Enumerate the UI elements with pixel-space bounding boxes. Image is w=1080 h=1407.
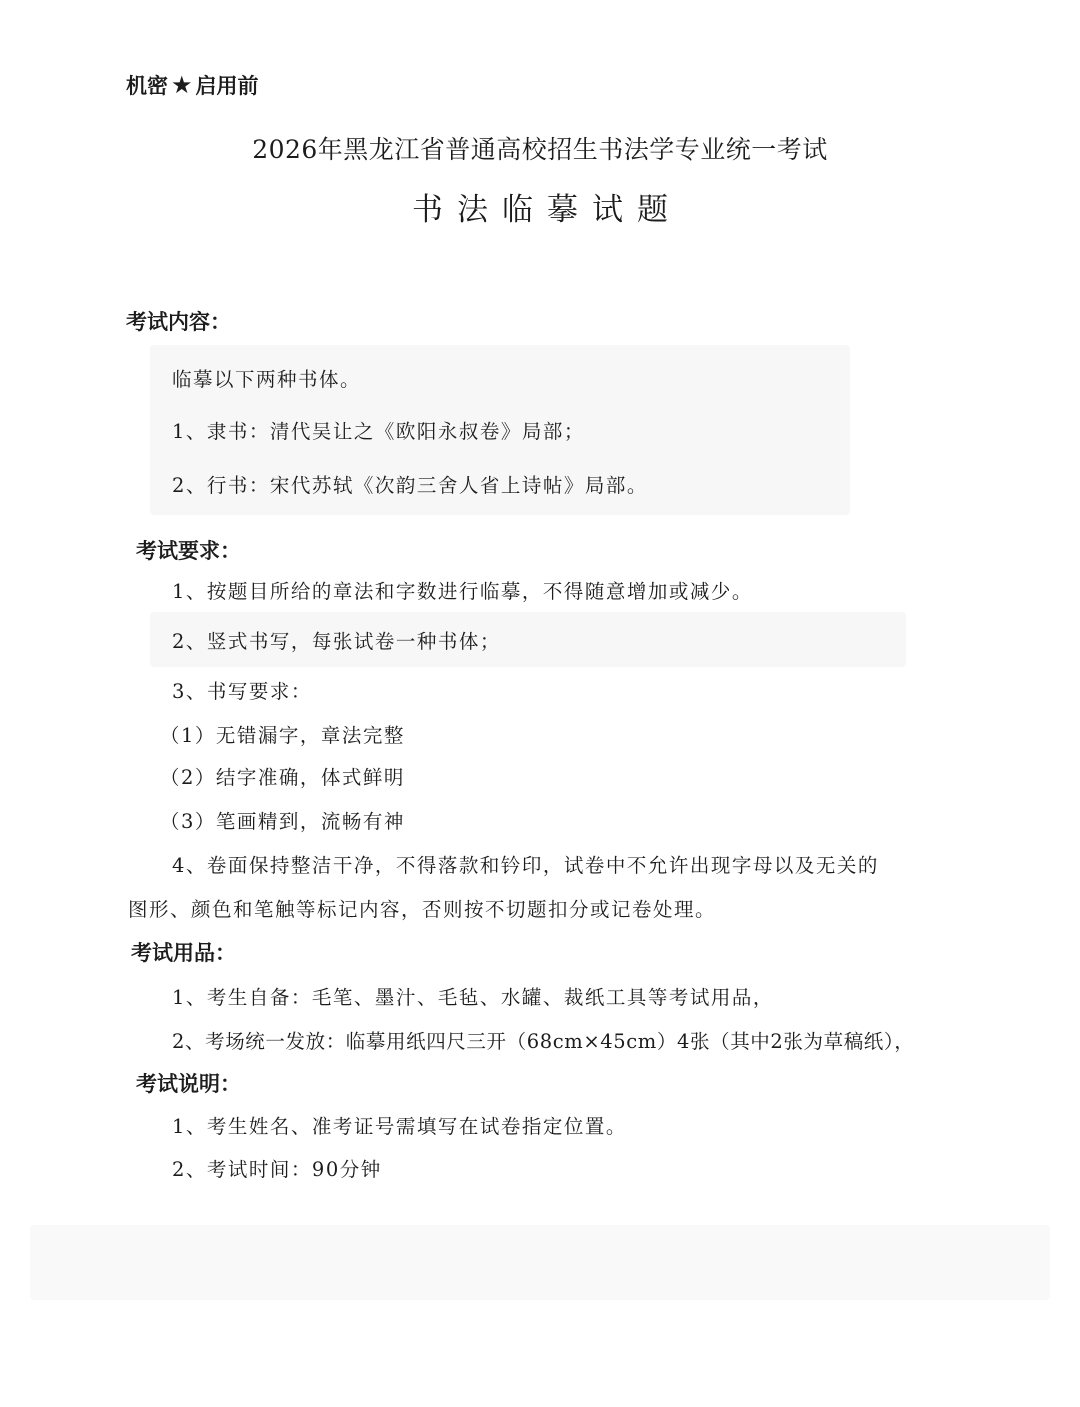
requirement-subitem: （2）结字准确，体式鲜明 — [160, 766, 405, 789]
content-item: 2、行书：宋代苏轼《次韵三舍人省上诗帖》局部。 — [172, 474, 648, 497]
document-title: 2026年黑龙江省普通高校招生书法学专业统一考试 — [252, 135, 828, 164]
document-subtitle: 书法临摹试题 — [412, 192, 682, 228]
notes-item: 1、考生姓名、准考证号需填写在试卷指定位置。 — [172, 1115, 627, 1138]
requirement-subitem: （1）无错漏字，章法完整 — [160, 724, 405, 747]
content-item: 1、隶书：清代吴让之《欧阳永叔卷》局部； — [172, 420, 585, 443]
notes-item: 2、考试时间：90分钟 — [172, 1158, 382, 1181]
confidential-label-left: 机密 — [126, 74, 168, 98]
requirement-item: 3、书写要求： — [172, 680, 312, 703]
requirement-item: 1、按题目所给的章法和字数进行临摹，不得随意增加或减少。 — [172, 580, 753, 603]
requirement-item-continued: 图形、颜色和笔触等标记内容，否则按不切题扣分或记卷处理。 — [128, 898, 717, 921]
section-heading-supplies: 考试用品： — [131, 941, 236, 965]
requirement-subitem: （3）笔画精到，流畅有神 — [160, 810, 405, 833]
supplies-item: 2、考场统一发放：临摹用纸四尺三开（68cm×45cm）4张（其中2张为草稿纸）， — [172, 1030, 915, 1053]
section-heading-notes: 考试说明： — [136, 1072, 241, 1096]
confidential-mark — [126, 70, 259, 100]
star-icon: ★ — [171, 71, 193, 99]
confidential-label-right: 启用前 — [195, 74, 259, 98]
section-heading-content: 考试内容： — [126, 310, 231, 334]
requirement-item: 4、卷面保持整洁干净，不得落款和钤印，试卷中不允许出现字母以及无关的 — [172, 854, 879, 877]
section-heading-requirements: 考试要求： — [136, 539, 241, 563]
content-intro: 临摹以下两种书体。 — [172, 368, 362, 391]
requirement-item: 2、竖式书写，每张试卷一种书体； — [172, 630, 501, 653]
supplies-item: 1、考生自备：毛笔、墨汁、毛毡、水罐、裁纸工具等考试用品， — [172, 986, 774, 1009]
scan-shade-bottom — [30, 1225, 1050, 1300]
